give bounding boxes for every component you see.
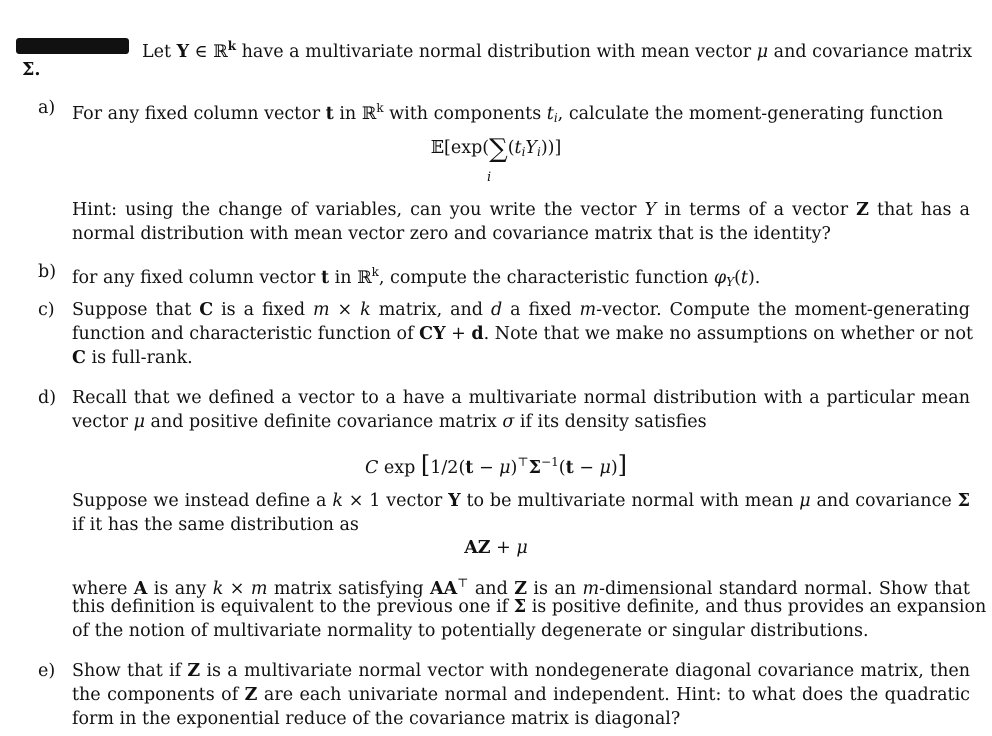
formula-density: C $\exp [1/2(t - \mu)^⊤\Sigma^{-1}(t - \mu)]$ bbox=[364, 451, 628, 479]
sum-index: i bbox=[487, 170, 492, 185]
label-a: a) bbox=[38, 98, 56, 118]
intro-line-1: Let Y ∈ ℝ$^k$ have a multivariate normal distribution with mean vector μ and covariance matrix bbox=[142, 39, 973, 62]
label-c: c) bbox=[38, 300, 55, 320]
item-d-line-2: vector μ and positive definite covariance matrix σ if its density satisfies bbox=[72, 412, 707, 432]
item-d-line-4: if it has the same distribution as bbox=[72, 515, 359, 535]
label-d: d) bbox=[38, 388, 57, 408]
item-e-line-3: form in the exponential reduce of the covariance matrix is diagonal? bbox=[72, 709, 681, 729]
item-a-hint-1: Hint: using the change of variables, can you write the vector Y in terms of a vector Z that has a bbox=[72, 200, 970, 220]
formula-az: AZ + μ bbox=[464, 538, 528, 558]
item-d-line-7: of the notion of multivariate normality to potentially degenerate or singular distributions. bbox=[72, 621, 869, 641]
formula-mgf: $𝔼[\exp(\sum(t_iY_i))]$ bbox=[430, 134, 562, 164]
item-e-line-1: Show that if Z is a multivariate normal vector with nondegenerate diagonal covariance matrix, then bbox=[72, 661, 970, 681]
item-e-line-2: the components of Z are each univariate normal and independent. Hint: to what does the quadratic bbox=[72, 685, 970, 705]
item-b-text: for any fixed column vector t in ℝ$^k$, compute the characteristic function $\varphi_Y(t)$. bbox=[72, 265, 761, 289]
item-a-text: For any fixed column vector t in ℝ$^k$ with components $t_i$, calculate the moment-generating function bbox=[72, 101, 944, 125]
item-c-line-1: Suppose that C is a fixed m × k matrix, and d a fixed m-vector. Compute the moment-generating bbox=[72, 300, 970, 320]
item-a-hint-2: normal distribution with mean vector zero and covariance matrix that is the identity? bbox=[72, 224, 831, 244]
redaction-bar bbox=[16, 38, 129, 54]
label-b: b) bbox=[38, 262, 57, 282]
item-c-line-2: function and characteristic function of CY + d. Note that we make no assumptions on whether or not bbox=[72, 324, 974, 344]
item-d-line-6: this definition is equivalent to the previous one if Σ is positive definite, and thus provides an expansion bbox=[72, 597, 987, 617]
label-e: e) bbox=[38, 661, 56, 681]
item-c-line-3: C is full-rank. bbox=[72, 348, 193, 368]
item-d-line-5: where A is any k × m matrix satisfying AA⊤ and Z is an m-dimensional standard normal. Show that bbox=[72, 576, 970, 599]
item-d-line-1: Recall that we defined a vector to a have a multivariate normal distribution with a particular mean bbox=[72, 388, 970, 408]
item-d-line-3: Suppose we instead define a k × 1 vector Y to be multivariate normal with mean μ and covariance Σ bbox=[72, 491, 970, 511]
intro-line-2: Σ. bbox=[22, 60, 41, 80]
